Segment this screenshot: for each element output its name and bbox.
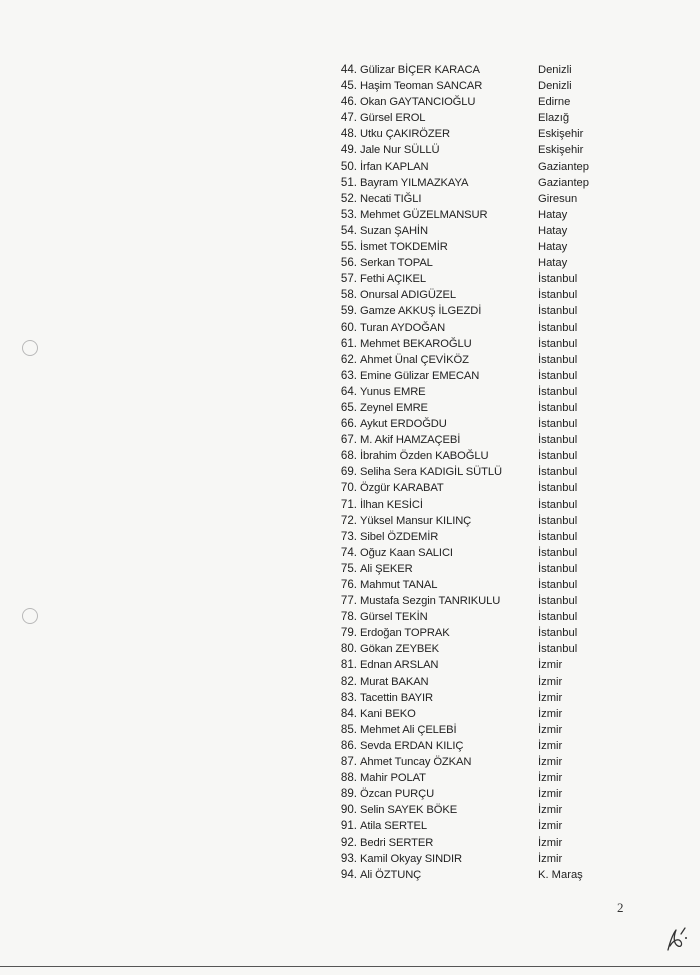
list-item <box>330 110 630 126</box>
member-city: İzmir <box>538 756 563 769</box>
member-city: İstanbul <box>538 562 578 575</box>
member-city: İzmir <box>538 772 563 785</box>
member-city: İstanbul <box>538 337 578 350</box>
list-item <box>330 835 630 851</box>
member-name: Tacettin BAYIR <box>360 691 434 704</box>
list-item <box>330 818 630 834</box>
member-name: Ali ŞEKER <box>360 562 413 575</box>
member-name: Atila SERTEL <box>360 820 427 833</box>
member-name: Turan AYDOĞAN <box>360 321 446 334</box>
member-city: İzmir <box>538 675 563 688</box>
list-item <box>330 625 630 641</box>
member-name: M. Akif HAMZAÇEBİ <box>360 434 461 447</box>
member-number: 49. <box>340 143 357 157</box>
member-name: İrfan KAPLAN <box>360 160 429 173</box>
member-name: Selin SAYEK BÖKE <box>360 804 458 817</box>
member-name: Onursal ADIGÜZEL <box>360 289 457 302</box>
member-list <box>330 62 630 883</box>
member-name: Suzan ŞAHİN <box>360 224 428 237</box>
member-name: Haşim Teoman SANCAR <box>360 80 483 93</box>
member-city: İstanbul <box>538 305 578 318</box>
member-name: Yunus EMRE <box>360 385 426 398</box>
member-name: Jale Nur SÜLLÜ <box>360 144 440 157</box>
list-item <box>330 770 630 786</box>
member-number: 78. <box>340 610 357 624</box>
list-item <box>330 577 630 593</box>
member-number: 66. <box>340 417 357 431</box>
member-city: İstanbul <box>538 321 578 334</box>
member-number: 86. <box>340 738 357 752</box>
list-item <box>330 690 630 706</box>
member-number: 83. <box>340 690 357 704</box>
member-name: Mehmet GÜZELMANSUR <box>360 208 488 221</box>
member-number: 72. <box>340 513 357 527</box>
member-city: Denizli <box>538 64 572 76</box>
member-name: Gamze AKKUŞ İLGEZDİ <box>360 305 482 318</box>
member-number: 81. <box>340 658 357 672</box>
member-number: 93. <box>340 851 357 865</box>
member-city: Edirne <box>538 96 571 109</box>
member-city: İstanbul <box>538 353 578 366</box>
member-city: İstanbul <box>538 434 578 447</box>
list-item <box>330 384 630 400</box>
list-item <box>330 287 630 303</box>
list-item <box>330 271 630 287</box>
punch-hole-icon <box>22 608 38 624</box>
member-name: Aykut ERDOĞDU <box>360 418 447 431</box>
member-name: Bedri SERTER <box>360 836 434 849</box>
member-name: Ahmet Tuncay ÖZKAN <box>360 756 472 769</box>
member-name: İbrahim Özden KABOĞLU <box>360 450 489 463</box>
member-number: 82. <box>340 674 357 688</box>
member-number: 77. <box>340 594 357 608</box>
member-number: 94. <box>340 867 357 881</box>
member-number: 59. <box>340 304 357 318</box>
list-item <box>330 786 630 802</box>
member-name: Gökan ZEYBEK <box>360 643 440 656</box>
member-city: İzmir <box>538 852 563 865</box>
member-number: 48. <box>340 127 357 141</box>
member-name: Yüksel Mansur KILINÇ <box>360 514 472 527</box>
list-item <box>330 722 630 738</box>
list-item <box>330 545 630 561</box>
member-city: İzmir <box>538 836 563 849</box>
list-item <box>330 62 630 78</box>
member-number: 73. <box>340 529 357 543</box>
member-number: 50. <box>340 159 357 173</box>
list-item <box>330 448 630 464</box>
member-number: 60. <box>340 320 357 334</box>
member-number: 69. <box>340 465 357 479</box>
list-item <box>330 255 630 271</box>
list-item <box>330 480 630 496</box>
member-number: 84. <box>340 706 357 720</box>
list-item <box>330 432 630 448</box>
member-name: Sibel ÖZDEMİR <box>360 530 439 543</box>
member-city: İstanbul <box>538 498 578 511</box>
member-city: İzmir <box>538 659 563 672</box>
member-city: İstanbul <box>538 482 578 495</box>
member-city: İzmir <box>538 691 563 704</box>
member-number: 64. <box>340 384 357 398</box>
member-name: Ahmet Ünal ÇEVİKÖZ <box>360 353 469 366</box>
member-number: 46. <box>340 95 357 109</box>
member-city: Elazığ <box>538 112 570 125</box>
list-item <box>330 175 630 191</box>
member-number: 65. <box>340 400 357 414</box>
member-name: Özcan PURÇU <box>360 788 435 801</box>
list-item <box>330 239 630 255</box>
list-item <box>330 754 630 770</box>
member-name: Zeynel EMRE <box>360 401 428 414</box>
member-number: 56. <box>340 256 357 270</box>
member-name: Utku ÇAKIRÖZER <box>360 128 450 141</box>
list-item <box>330 400 630 416</box>
member-city: İstanbul <box>538 627 578 640</box>
list-item <box>330 641 630 657</box>
member-city: İstanbul <box>538 546 578 559</box>
list-item <box>330 851 630 867</box>
member-number: 58. <box>340 288 357 302</box>
member-number: 51. <box>340 175 357 189</box>
member-city: İstanbul <box>538 289 578 302</box>
member-name: Gürsel EROL <box>360 112 426 125</box>
list-item <box>330 368 630 384</box>
member-city: İstanbul <box>538 595 578 608</box>
member-city: Eskişehir <box>538 128 584 141</box>
member-name: Seliha Sera KADIGİL SÜTLÜ <box>360 466 502 479</box>
member-name: Murat BAKAN <box>360 675 429 688</box>
list-item <box>330 657 630 673</box>
member-number: 57. <box>340 272 357 286</box>
list-item <box>330 191 630 207</box>
member-city: İzmir <box>538 804 563 817</box>
member-name: Özgür KARABAT <box>360 482 444 495</box>
member-name: İlhan KESİCİ <box>360 498 423 511</box>
member-number: 68. <box>340 449 357 463</box>
punch-hole-icon <box>22 340 38 356</box>
member-number: 90. <box>340 803 357 817</box>
list-item <box>330 78 630 94</box>
list-item <box>330 738 630 754</box>
member-city: İstanbul <box>538 369 578 382</box>
member-name: Serkan TOPAL <box>360 257 433 270</box>
member-city: İstanbul <box>538 643 578 656</box>
member-city: İzmir <box>538 788 563 801</box>
member-city: Giresun <box>538 192 578 205</box>
member-number: 79. <box>340 626 357 640</box>
member-number: 63. <box>340 368 357 382</box>
member-name: İsmet TOKDEMİR <box>360 241 448 254</box>
member-name: Mahmut TANAL <box>360 579 438 591</box>
member-name: Bayram YILMAZKAYA <box>360 176 469 189</box>
list-item <box>330 561 630 577</box>
member-name: Mehmet BEKAROĞLU <box>360 337 472 350</box>
list-item <box>330 159 630 175</box>
member-city: İzmir <box>538 739 563 752</box>
member-city: İstanbul <box>538 273 578 286</box>
list-item <box>330 142 630 158</box>
member-city: İstanbul <box>538 579 578 591</box>
member-city: İstanbul <box>538 514 578 527</box>
member-number: 91. <box>340 819 357 833</box>
member-number: 44. <box>340 63 357 76</box>
member-number: 55. <box>340 240 357 254</box>
member-name: Okan GAYTANCIOĞLU <box>360 96 476 109</box>
member-number: 52. <box>340 191 357 205</box>
list-item <box>330 867 630 883</box>
member-city: İzmir <box>538 820 563 833</box>
member-city: Gaziantep <box>538 160 589 173</box>
member-name: Gürsel TEKİN <box>360 611 428 624</box>
list-item <box>330 529 630 545</box>
list-item <box>330 223 630 239</box>
list-item <box>330 513 630 529</box>
member-city: İzmir <box>538 707 563 720</box>
member-number: 85. <box>340 722 357 736</box>
member-number: 45. <box>340 79 357 93</box>
member-number: 71. <box>340 497 357 511</box>
member-city: İstanbul <box>538 530 578 543</box>
member-name: Kani BEKO <box>360 707 416 720</box>
member-number: 88. <box>340 771 357 785</box>
member-city: Hatay <box>538 208 568 221</box>
member-city: Eskişehir <box>538 144 584 157</box>
member-city: İstanbul <box>538 385 578 398</box>
member-number: 74. <box>340 545 357 559</box>
member-name: Emine Gülizar EMECAN <box>360 369 480 382</box>
list-item <box>330 497 630 513</box>
member-name: Erdoğan TOPRAK <box>360 627 450 640</box>
member-number: 76. <box>340 578 357 591</box>
member-name: Ali ÖZTUNÇ <box>360 868 422 881</box>
member-city: Denizli <box>538 80 572 93</box>
member-city: İstanbul <box>538 466 578 479</box>
member-city: Hatay <box>538 257 568 270</box>
member-name: Ednan ARSLAN <box>360 659 439 672</box>
member-name: Kamil Okyay SINDIR <box>360 852 463 865</box>
member-number: 54. <box>340 223 357 237</box>
member-name: Sevda ERDAN KILIÇ <box>360 739 464 752</box>
member-number: 80. <box>340 642 357 656</box>
list-item <box>330 207 630 223</box>
member-number: 53. <box>340 207 357 221</box>
member-city: K. Maraş <box>538 868 583 881</box>
list-item <box>330 593 630 609</box>
member-name: Fethi AÇIKEL <box>360 273 426 286</box>
list-item <box>330 336 630 352</box>
list-item <box>330 706 630 722</box>
page-number: 2 <box>617 900 624 915</box>
member-number: 47. <box>340 111 357 125</box>
list-item <box>330 303 630 319</box>
member-name: Necati TIĞLI <box>360 192 422 205</box>
member-city: İstanbul <box>538 401 578 414</box>
member-number: 92. <box>340 835 357 849</box>
member-city: Hatay <box>538 241 568 254</box>
member-name: Mahir POLAT <box>360 772 426 785</box>
list-item <box>330 802 630 818</box>
member-city: İzmir <box>538 723 563 736</box>
list-item <box>330 320 630 336</box>
member-name: Oğuz Kaan SALICI <box>360 546 453 559</box>
member-city: İstanbul <box>538 611 578 624</box>
member-number: 62. <box>340 352 357 366</box>
list-item <box>330 674 630 690</box>
member-city: İstanbul <box>538 418 578 431</box>
member-number: 61. <box>340 336 357 350</box>
list-item <box>330 416 630 432</box>
signature-initials <box>664 924 690 954</box>
bottom-divider <box>0 966 700 967</box>
list-item <box>330 464 630 480</box>
member-number: 67. <box>340 433 357 447</box>
member-name: Gülizar BİÇER KARACA <box>360 64 480 76</box>
member-number: 70. <box>340 481 357 495</box>
list-item <box>330 94 630 110</box>
member-number: 87. <box>340 755 357 769</box>
member-city: İstanbul <box>538 450 578 463</box>
member-number: 75. <box>340 561 357 575</box>
list-item <box>330 609 630 625</box>
member-city: Gaziantep <box>538 176 589 189</box>
member-number: 89. <box>340 787 357 801</box>
list-item <box>330 352 630 368</box>
member-name: Mehmet Ali ÇELEBİ <box>360 723 457 736</box>
list-item <box>330 126 630 142</box>
member-city: Hatay <box>538 224 568 237</box>
member-name: Mustafa Sezgin TANRIKULU <box>360 595 501 608</box>
